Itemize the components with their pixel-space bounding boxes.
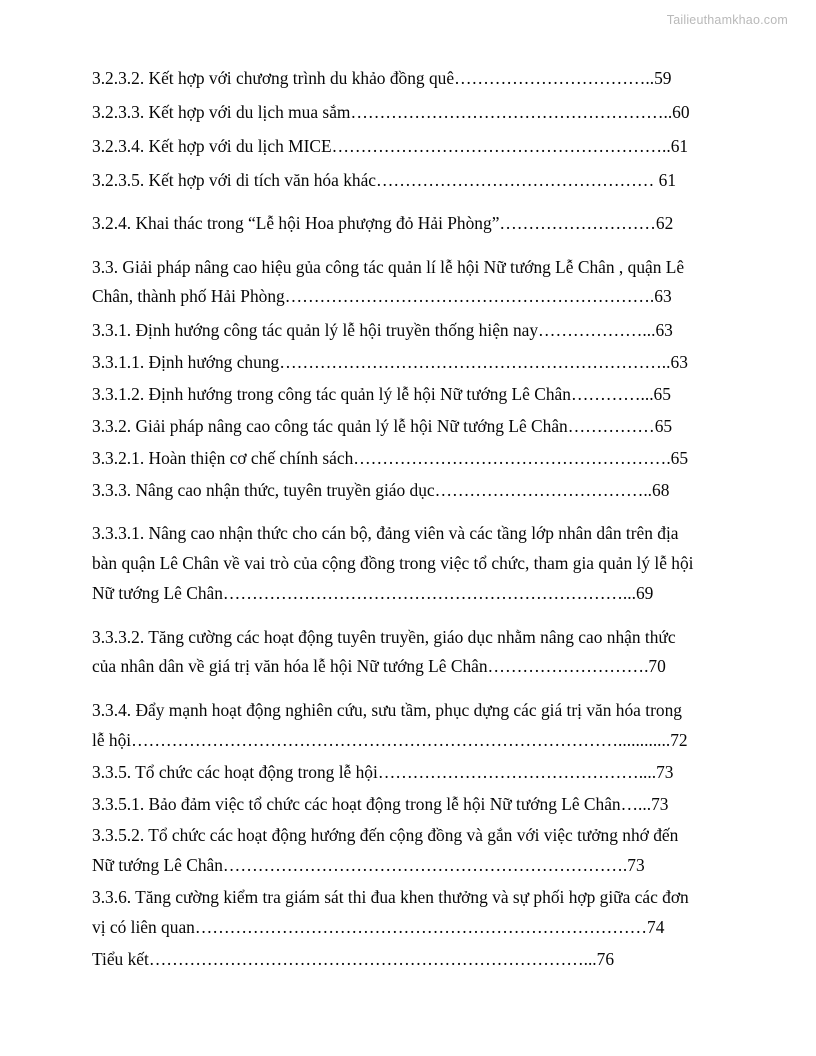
toc-entry[interactable] — [92, 889, 718, 936]
toc-entry[interactable] — [92, 699, 718, 750]
toc-entry-wrapped-line: Nữ tướng Lê Chân…………………………………………………………….73 — [92, 855, 645, 876]
toc-entry-line: 3.2.3.2. Kết hợp với chương trình du khảo đồng quê……………………………..59 — [92, 68, 672, 88]
toc-entry-line: 3.2.4. Khai thác trong “Lễ hội Hoa phượng đỏ Hải Phòng”………………………62 — [92, 213, 674, 234]
toc-entry-line: Tiểu kết…………………………………………………………………...76 — [92, 949, 615, 970]
toc-entry-line: 3.3.4. Đẩy mạnh hoạt động nghiên cứu, sưu tầm, phục dựng các giá trị văn hóa trong — [92, 699, 682, 720]
toc-entry[interactable] — [92, 626, 718, 677]
toc-entry-line: 3.3.1.2. Định hướng trong công tác quản lý lễ hội Nữ tướng Lê Chân…………...65 — [92, 384, 671, 405]
toc-entry-line: 3.3. Giải pháp nâng cao hiệu gủa công tác quản lí lễ hội Nữ tướng Lễ Chân , quận Lê — [92, 256, 685, 277]
toc-entry[interactable] — [92, 70, 718, 87]
toc-entry-line: 3.3.2.1. Hoàn thiện cơ chế chính sách……………………………………………….65 — [92, 447, 689, 468]
toc-entry[interactable] — [92, 479, 718, 500]
toc-entry-wrapped-line: Chân, thành phố Hải Phòng……………………………………………………….63 — [92, 286, 672, 307]
toc-entry-line: 3.3.6. Tăng cường kiểm tra giám sát thi đua khen thưởng và sự phối hợp giữa các đơn — [92, 887, 689, 908]
toc-entry-line: 3.2.3.5. Kết hợp với di tích văn hóa khác………………………………………… 61 — [92, 169, 677, 190]
toc-entry[interactable] — [92, 525, 718, 602]
toc-entry-wrapped-line: lễ hội…………………………………………………………………………............72 — [92, 729, 688, 750]
toc-entry[interactable] — [92, 827, 718, 874]
toc-entry-line: 3.3.1. Định hướng công tác quản lý lễ hội truyền thống hiện nay………………...63 — [92, 320, 673, 341]
toc-entry[interactable] — [92, 447, 718, 468]
toc-entry-line: 3.3.5.1. Bảo đảm việc tổ chức các hoạt động trong lễ hội Nữ tướng Lê Chân…...73 — [92, 793, 669, 814]
toc-entry-line: 3.3.1.1. Định hướng chung…………………………………………………………..63 — [92, 352, 688, 373]
toc-entry[interactable] — [92, 793, 718, 814]
table-of-contents — [92, 70, 718, 983]
toc-entry[interactable] — [92, 256, 718, 307]
toc-entry-line: 3.3.3. Nâng cao nhận thức, tuyên truyền giáo dục………………………………..68 — [92, 479, 670, 500]
toc-entry[interactable] — [92, 761, 718, 782]
toc-entry[interactable] — [92, 951, 718, 968]
toc-entry-wrapped-line: vị có liên quan……………………………………………………………………74 — [92, 917, 665, 938]
toc-entry-wrapped-line: Nữ tướng Lê Chân……………………………………………………………...69 — [92, 583, 654, 604]
watermark-text: Tailieuthamkhao.com — [666, 13, 788, 27]
toc-entry-line: 3.2.3.3. Kết hợp với du lịch mua sắm………………………………………………..60 — [92, 101, 690, 122]
toc-entry[interactable] — [92, 135, 718, 156]
toc-entry-line: 3.3.2. Giải pháp nâng cao công tác quản lý lễ hội Nữ tướng Lê Chân……………65 — [92, 416, 673, 437]
toc-entry-line: 3.2.3.4. Kết hợp với du lịch MICE…………………………………………………..61 — [92, 135, 689, 156]
toc-entry[interactable] — [92, 386, 718, 403]
toc-entry-wrapped-line: bàn quận Lê Chân về vai trò của cộng đồng trong việc tổ chức, tham gia quản lý lễ hội — [92, 553, 694, 574]
toc-entry[interactable] — [92, 418, 718, 435]
toc-entry-line: 3.3.3.2. Tăng cường các hoạt động tuyên truyền, giáo dục nhằm nâng cao nhận thức — [92, 626, 676, 647]
toc-entry[interactable] — [92, 322, 718, 339]
toc-entry-line: 3.3.5.2. Tổ chức các hoạt động hướng đến cộng đồng và gắn với việc tưởng nhớ đến — [92, 825, 679, 846]
toc-entry[interactable] — [92, 215, 718, 232]
toc-entry[interactable] — [92, 101, 718, 122]
toc-entry[interactable] — [92, 169, 718, 190]
toc-entry[interactable] — [92, 354, 718, 371]
toc-entry-wrapped-line: của nhân dân về giá trị văn hóa lễ hội Nữ tướng Lê Chân……………………….70 — [92, 656, 666, 677]
toc-entry-line: 3.3.3.1. Nâng cao nhận thức cho cán bộ, đảng viên và các tầng lớp nhân dân trên địa — [92, 523, 679, 544]
toc-entry-line: 3.3.5. Tổ chức các hoạt động trong lễ hội………………………………………....73 — [92, 761, 674, 782]
